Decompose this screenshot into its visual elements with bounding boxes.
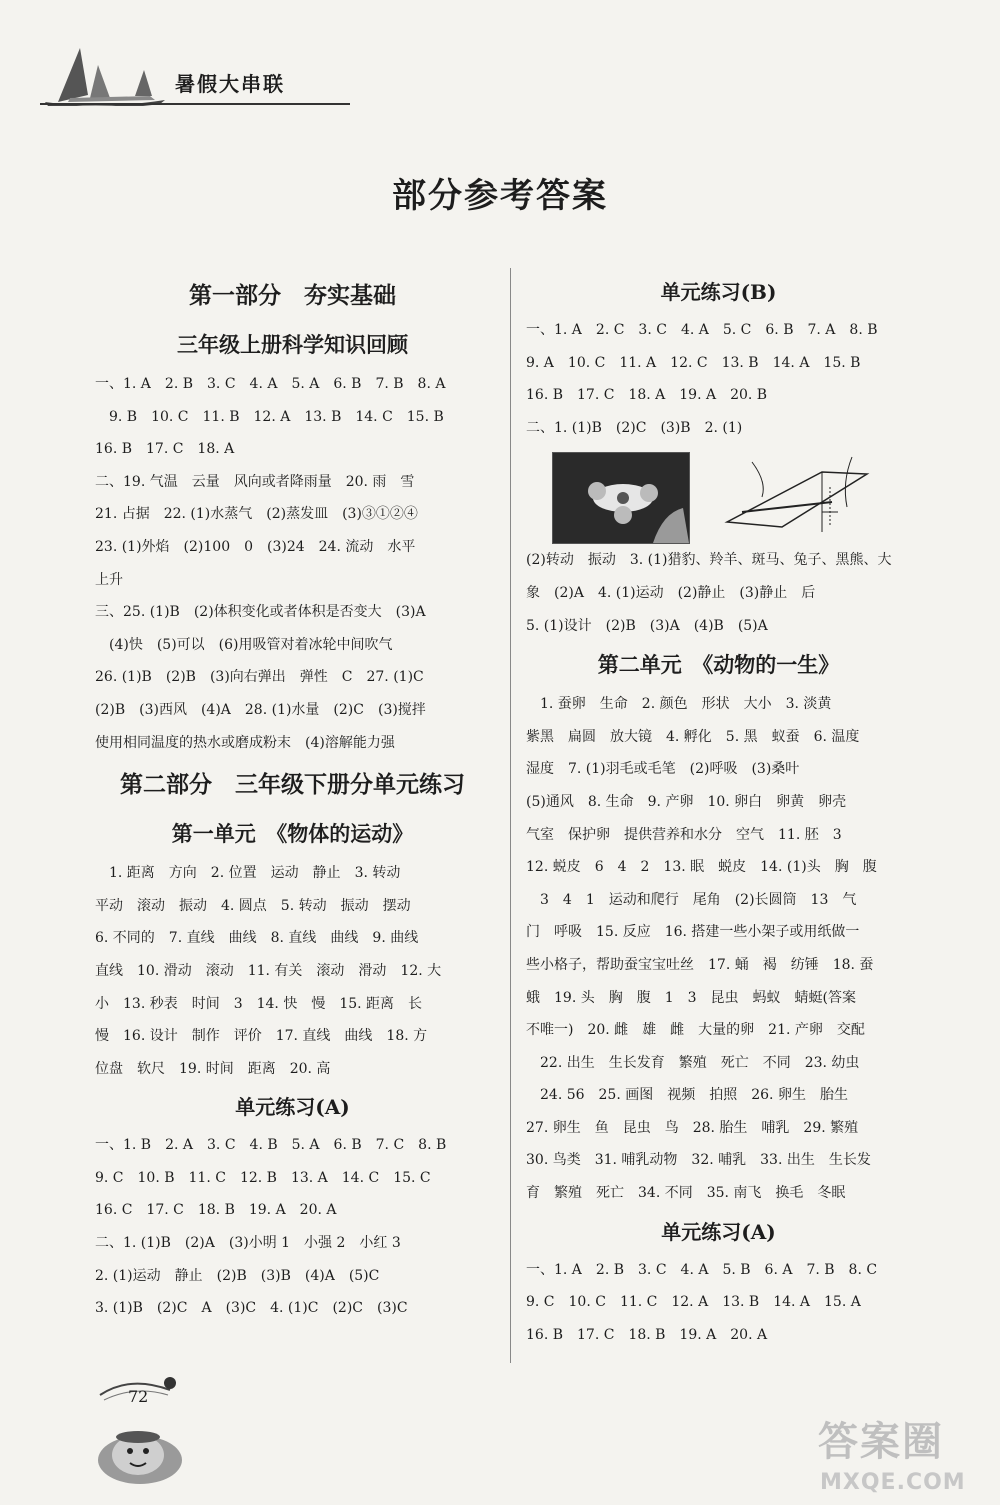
- answer-line: 12. 蜕皮 6 4 2 13. 眠 蜕皮 14. (1)头 胸 腹: [526, 859, 877, 876]
- answer-line: 16. B 17. C 18. B 19. A 20. A: [526, 1326, 768, 1343]
- answer-line: 9. B 10. C 11. B 12. A 13. B 14. C 15. B: [95, 408, 444, 425]
- answer-line: 使用相同温度的热水或磨成粉末 (4)溶解能力强: [95, 734, 395, 751]
- book-title: 暑假大串联: [175, 72, 285, 96]
- answer-line: 小 13. 秒表 时间 3 14. 快 慢 15. 距离 长: [95, 995, 423, 1012]
- answer-line: 3 4 1 运动和爬行 尾角 (2)长圆筒 13 气: [526, 891, 857, 908]
- answer-line: 紫黑 扁圆 放大镜 4. 孵化 5. 黑 蚁蚕 6. 温度: [526, 728, 860, 745]
- watermark-url: MXQE.COM: [820, 1470, 966, 1495]
- answer-line: 9. A 10. C 11. A 12. C 13. B 14. A 15. B: [526, 354, 861, 371]
- right-column: [526, 270, 911, 1351]
- section-heading: 三年级上册科学知识回顾: [177, 332, 408, 357]
- answer-line: 1. 距离 方向 2. 位置 运动 静止 3. 转动: [95, 865, 401, 882]
- answer-line: 湿度 7. (1)羽毛或毛笔 (2)呼吸 (3)桑叶: [526, 761, 800, 778]
- answer-line: 9. C 10. C 11. C 12. A 13. B 14. A 15. A: [526, 1294, 861, 1311]
- answer-line: 三、25. (1)B (2)体积变化或者体积是否变大 (3)A: [95, 604, 426, 621]
- header-rule: [40, 103, 350, 105]
- answer-line: 16. B 17. C 18. A: [95, 441, 235, 458]
- spinner-photo: [552, 452, 690, 544]
- sailboat-logo-icon: [40, 40, 170, 106]
- answer-line: 一、1. A 2. C 3. C 4. A 5. C 6. B 7. A 8. B: [526, 322, 878, 338]
- answer-line: (2)转动 振动 3. (1)猎豹、羚羊、斑马、兔子、黑熊、大: [526, 552, 892, 569]
- answer-line: 9. C 10. B 11. C 12. B 13. A 14. C 15. C: [95, 1169, 431, 1186]
- answer-line: 30. 鸟类 31. 哺乳动物 32. 哺乳 33. 出生 生长发: [526, 1152, 871, 1169]
- answer-line: 不唯一) 20. 雌 雄 雌 大量的卵 21. 产卵 交配: [526, 1022, 865, 1039]
- page-title: 部分参考答案: [392, 176, 608, 216]
- answer-line: 1. 蚕卵 生命 2. 颜色 形状 大小 3. 淡黄: [526, 696, 832, 713]
- page-number: 72: [128, 1387, 149, 1406]
- answer-line: 些小格子，帮助蚕宝宝吐丝 17. 蛹 褐 纺锤 18. 蚕: [526, 956, 874, 973]
- left-column: [95, 270, 490, 1325]
- answer-line: 6. 不同的 7. 直线 曲线 8. 直线 曲线 9. 曲线: [95, 930, 419, 947]
- answer-line: 门 呼吸 15. 反应 16. 搭建一些小架子或用纸做一: [526, 924, 860, 941]
- answer-line: 平动 滚动 振动 4. 圆点 5. 转动 振动 摆动: [95, 897, 411, 914]
- answer-line: 位盘 软尺 19. 时间 距离 20. 高: [95, 1060, 331, 1077]
- answer-line: 蛾 19. 头 胸 腹 1 3 昆虫 蚂蚁 蜻蜓(答案: [526, 989, 856, 1006]
- answer-line: 二、1. (1)B (2)C (3)B 2. (1): [526, 419, 743, 436]
- part-heading: 第一部分 夯实基础: [189, 282, 396, 309]
- section-heading: 第二单元 《动物的一生》: [597, 652, 840, 678]
- page-number-decoration: [90, 1365, 200, 1485]
- answer-line: 23. (1)外焰 (2)100 0 (3)24 24. 流动 水平: [95, 538, 416, 555]
- page-header: [40, 40, 350, 110]
- answer-line: 象 (2)A 4. (1)运动 (2)静止 (3)静止 后: [526, 584, 816, 601]
- answer-line: 16. B 17. C 18. A 19. A 20. B: [526, 387, 768, 404]
- answer-line: 3. (1)B (2)C A (3)C 4. (1)C (2)C (3)C: [95, 1300, 408, 1317]
- answer-line: 一、1. A 2. B 3. C 4. A 5. A 6. B 7. B 8. A: [95, 376, 446, 392]
- answer-line: 16. C 17. C 18. B 19. A 20. A: [95, 1202, 337, 1219]
- answer-line: 26. (1)B (2)B (3)向右弹出 弹性 C 27. (1)C: [95, 669, 424, 686]
- answer-line: 二、1. (1)B (2)A (3)小明 1 小强 2 小红 3: [95, 1235, 401, 1252]
- answer-line: (4)快 (5)可以 (6)用吸管对着冰轮中间吹气: [95, 636, 393, 653]
- answer-line: 慢 16. 设计 制作 评价 17. 直线 曲线 18. 方: [95, 1028, 428, 1045]
- answer-line: 上升: [95, 571, 123, 588]
- answer-line: 5. (1)设计 (2)B (3)A (4)B (5)A: [526, 617, 768, 634]
- section-heading: 第一单元 《物体的运动》: [171, 821, 414, 847]
- cartoon-kid-icon: [90, 1365, 200, 1485]
- watermark-logo-text: 答案圈: [818, 1419, 944, 1465]
- answer-line: 直线 10. 滑动 滚动 11. 有关 滚动 滑动 12. 大: [95, 962, 442, 979]
- answer-line: 气室 保护卵 提供营养和水分 空气 11. 胚 3: [526, 826, 842, 843]
- answer-line: 2. (1)运动 静止 (2)B (3)B (4)A (5)C: [95, 1267, 380, 1284]
- answer-line: 24. 56 25. 画图 视频 拍照 26. 卵生 胎生: [526, 1087, 848, 1104]
- unit-exercise-heading: 单元练习(A): [235, 1095, 350, 1120]
- answer-line: 27. 卵生 鱼 昆虫 鸟 28. 胎生 哺乳 29. 繁殖: [526, 1119, 859, 1136]
- answer-line: (5)通风 8. 生命 9. 产卵 10. 卵白 卵黄 卵壳: [526, 793, 847, 810]
- answer-line: 育 繁殖 死亡 34. 不同 35. 南飞 换毛 冬眠: [526, 1185, 846, 1202]
- ruler-vibration-sketch-icon: [722, 452, 882, 544]
- answer-line: 二、19. 气温 云量 风向或者降雨量 20. 雨 雪: [95, 473, 415, 490]
- answer-line: (2)B (3)西风 (4)A 28. (1)水量 (2)C (3)搅拌: [95, 701, 426, 718]
- part-heading: 第二部分 三年级下册分单元练习: [120, 771, 465, 799]
- answer-line: 22. 出生 生长发育 繁殖 死亡 不同 23. 幼虫: [526, 1054, 860, 1071]
- answer-line: 一、1. B 2. A 3. C 4. B 5. A 6. B 7. C 8. B: [95, 1137, 447, 1154]
- unit-exercise-heading: 单元练习(B): [660, 280, 777, 304]
- unit-exercise-heading: 单元练习(A): [661, 1219, 776, 1244]
- watermark: [818, 1410, 993, 1500]
- answer-images: [526, 444, 911, 544]
- answer-line: 一、1. A 2. B 3. C 4. A 5. B 6. A 7. B 8. C: [526, 1261, 878, 1278]
- column-divider: [510, 268, 511, 1363]
- answer-line: 21. 占据 22. (1)水蒸气 (2)蒸发皿 (3)③①②④: [95, 506, 418, 523]
